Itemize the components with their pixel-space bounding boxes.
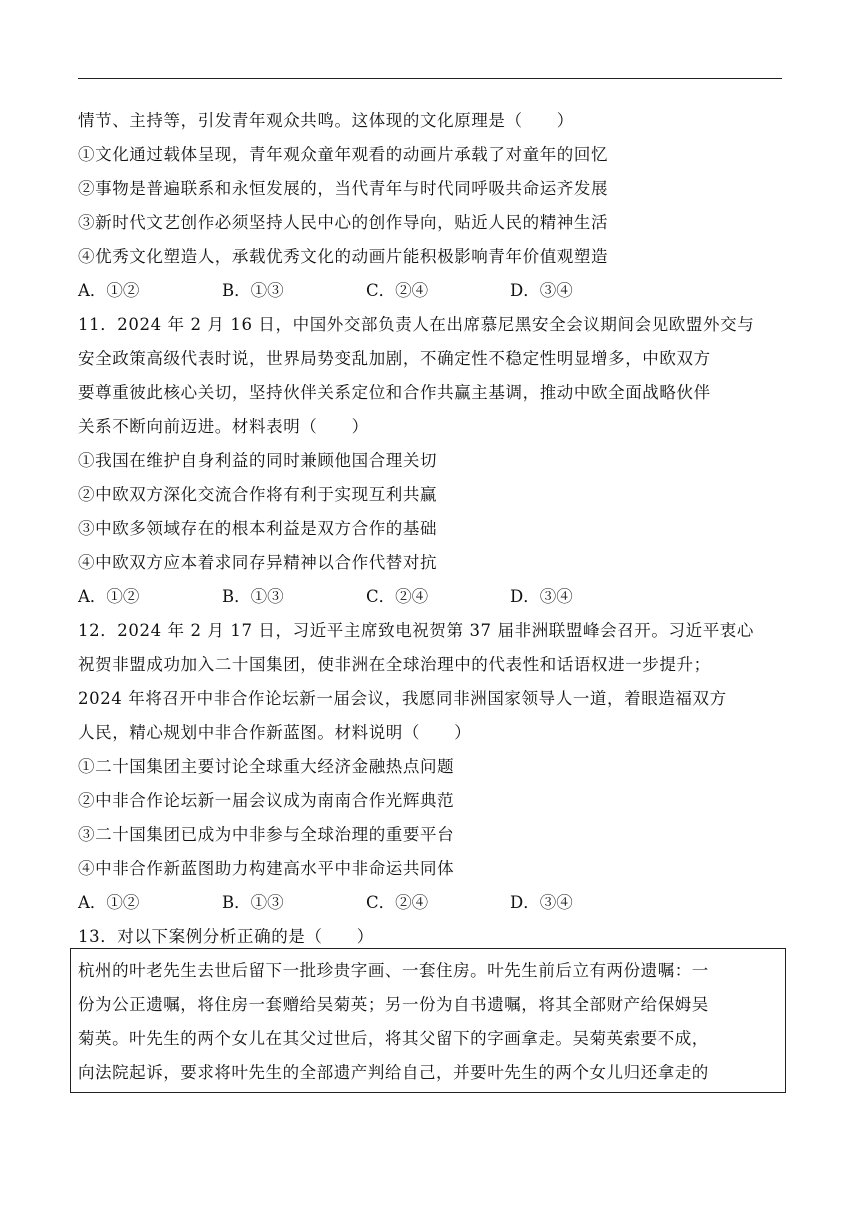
q11-statement-4: ④中欧双方应本着求同存异精神以合作代替对抗 — [78, 553, 438, 572]
question-content — [78, 104, 788, 954]
q12-option-c[interactable]: C．②④ — [366, 893, 429, 912]
q11-statement-1: ①我国在维护自身利益的同时兼顾他国合理关切 — [78, 451, 438, 470]
q11-stem-line-4: 关系不断向前迈进。材料表明（ ） — [78, 417, 369, 436]
q10-options — [78, 274, 788, 308]
q12-stem-line-2: 祝贺非盟成功加入二十国集团，使非洲在全球治理中的代表性和话语权进一步提升； — [78, 655, 711, 674]
q12-option-d[interactable]: D．③④ — [510, 893, 573, 912]
q10-statement-1: ①文化通过载体呈现，青年观众童年观看的动画片承载了对童年的回忆 — [78, 145, 609, 164]
q11-stem-line-1: 11．2024 年 2 月 16 日，中国外交部负责人在出席慕尼黑安全会议期间会见欧盟外交与 — [78, 315, 755, 334]
q12-stem-line-3: 2024 年将召开中非合作论坛新一届会议，我愿同非洲国家领导人一道，着眼造福双方 — [78, 689, 727, 708]
q11-statement-2: ②中欧双方深化交流合作将有利于实现互利共赢 — [78, 485, 438, 504]
q13-stem: 13．对以下案例分析正确的是（ ） — [78, 927, 374, 946]
q11-options — [78, 580, 788, 614]
q12-stem-line-4: 人民，精心规划中非合作新蓝图。材料说明（ ） — [78, 723, 472, 742]
q10-option-b[interactable]: B．①③ — [222, 281, 284, 300]
q12-stem-line-1: 12．2024 年 2 月 17 日，习近平主席致电祝贺第 37 届非洲联盟峰会召开。习近平衷心 — [78, 621, 754, 640]
q12-options — [78, 886, 788, 920]
q10-statement-2: ②事物是普遍联系和永恒发展的，当代青年与时代同呼吸共命运齐发展 — [78, 179, 609, 198]
q11-stem-line-3: 要尊重彼此核心关切，坚持伙伴关系定位和合作共赢主基调，推动中欧全面战略伙伴 — [78, 383, 711, 402]
q11-stem-line-2: 安全政策高级代表时说，世界局势变乱加剧，不确定性不稳定性明显增多，中欧双方 — [78, 349, 711, 368]
q10-option-a[interactable]: A．①② — [78, 281, 140, 300]
header-rule — [78, 78, 782, 79]
q13-case-box — [70, 948, 786, 1093]
q13-case-line-4: 向法院起诉，要求将叶先生的全部遗产判给自己，并要叶先生的两个女儿归还拿走的 — [78, 1063, 709, 1082]
q11-option-c[interactable]: C．②④ — [366, 587, 429, 606]
q12-option-b[interactable]: B．①③ — [222, 893, 284, 912]
q10-statement-4: ④优秀文化塑造人，承载优秀文化的动画片能积极影响青年价值观塑造 — [78, 247, 609, 266]
q10-statement-3: ③新时代文艺创作必须坚持人民中心的创作导向，贴近人民的精神生活 — [78, 213, 609, 232]
q12-statement-2: ②中非合作论坛新一届会议成为南南合作光辉典范 — [78, 791, 455, 810]
q13-case-line-3: 菊英。叶先生的两个女儿在其父过世后，将其父留下的字画拿走。吴菊英索要不成， — [78, 1029, 709, 1048]
q12-statement-1: ①二十国集团主要讨论全球重大经济金融热点问题 — [78, 757, 455, 776]
q11-statement-3: ③中欧多领域存在的根本利益是双方合作的基础 — [78, 519, 438, 538]
q11-option-d[interactable]: D．③④ — [510, 587, 573, 606]
q12-option-a[interactable]: A．①② — [78, 893, 140, 912]
q13-case-line-2: 份为公正遗嘱，将住房一套赠给吴菊英；另一份为自书遗嘱，将其全部财产给保姆吴 — [78, 995, 709, 1014]
q10-option-c[interactable]: C．②④ — [366, 281, 429, 300]
q13-case-line-1: 杭州的叶老先生去世后留下一批珍贵字画、一套住房。叶先生前后立有两份遗嘱：一 — [78, 961, 709, 980]
q10-option-d[interactable]: D．③④ — [510, 281, 573, 300]
q11-option-b[interactable]: B．①③ — [222, 587, 284, 606]
q12-statement-4: ④中非合作新蓝图助力构建高水平中非命运共同体 — [78, 859, 455, 878]
q11-option-a[interactable]: A．①② — [78, 587, 140, 606]
q12-statement-3: ③二十国集团已成为中非参与全球治理的重要平台 — [78, 825, 455, 844]
q10-stem-tail: 情节、主持等，引发青年观众共鸣。这体现的文化原理是（ ） — [78, 111, 574, 130]
